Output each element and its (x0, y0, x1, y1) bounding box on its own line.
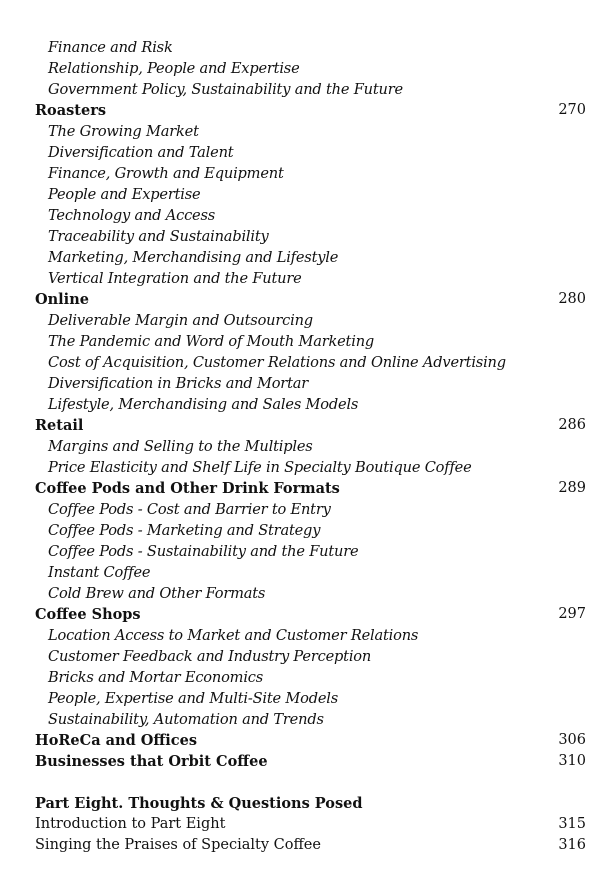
toc-subentry-title: Instant Coffee (48, 564, 151, 581)
toc-chapter-entry (35, 478, 586, 499)
toc-subentry-title: Vertical Integration and the Future (48, 270, 302, 287)
toc-subentry (35, 583, 586, 604)
toc-subentry-title: Coffee Pods - Cost and Barrier to Entry (48, 501, 331, 518)
toc-subentry-title: The Growing Market (48, 123, 199, 140)
toc-entry (35, 814, 586, 835)
toc-entry-title: Retail (35, 417, 84, 434)
toc-subentry-title: Marketing, Merchandising and Lifestyle (48, 249, 339, 266)
toc-subentry (35, 142, 586, 163)
toc-subentry (35, 163, 586, 184)
toc-subentry (35, 436, 586, 457)
toc-subentry-title: Deliverable Margin and Outsourcing (48, 312, 313, 329)
toc-subentry-title: Customer Feedback and Industry Perception (48, 648, 372, 665)
toc-subentry-title: Diversification in Bricks and Mortar (48, 375, 309, 392)
toc-entry-title: Online (35, 291, 89, 308)
toc-page-number: 297 (558, 606, 586, 622)
toc-subentry (35, 226, 586, 247)
toc-entry-title: Coffee Shops (35, 606, 141, 623)
toc-subentry (35, 373, 586, 394)
toc-subentry (35, 667, 586, 688)
toc-subentry (35, 331, 586, 352)
toc-subentry (35, 457, 586, 478)
toc-subentry-title: Diversification and Talent (48, 144, 234, 161)
toc-page-number: 270 (558, 102, 586, 118)
toc-subentry-title: Traceability and Sustainability (48, 228, 269, 245)
toc-page-number: 280 (558, 291, 586, 307)
toc-part-title: Part Eight. Thoughts & Questions Posed (35, 795, 363, 812)
toc-entry-title: HoReCa and Offices (35, 732, 198, 749)
toc-chapter-entry (35, 100, 586, 121)
toc-subentry-title: Coffee Pods - Marketing and Strategy (48, 522, 321, 539)
toc-subentry-title: Location Access to Market and Customer Relations (48, 627, 419, 644)
toc-subentry (35, 520, 586, 541)
toc-page-number: 289 (558, 480, 586, 496)
toc-subentry-title: Cost of Acquisition, Customer Relations and Online Advertising (48, 354, 506, 371)
toc-subentry (35, 625, 586, 646)
toc-entry (35, 835, 586, 856)
section-spacer (35, 772, 586, 793)
toc-chapter-entry (35, 751, 586, 772)
toc-subentry-title: People and Expertise (48, 186, 201, 203)
toc-subentry-title: Technology and Access (48, 207, 216, 224)
toc-subentry (35, 184, 586, 205)
toc-subentry-title: Sustainability, Automation and Trends (48, 711, 324, 728)
toc-page-number: 316 (558, 837, 586, 853)
toc-subentry (35, 646, 586, 667)
toc-entry-title: Businesses that Orbit Coffee (35, 753, 268, 770)
toc-subentry-title: Bricks and Mortar Economics (48, 669, 264, 686)
table-of-contents (35, 37, 586, 856)
toc-entry-title: Introduction to Part Eight (35, 816, 226, 832)
toc-page-number: 310 (558, 753, 586, 769)
toc-subentry (35, 58, 586, 79)
toc-page-number: 315 (558, 816, 586, 832)
toc-subentry-title: Coffee Pods - Sustainability and the Future (48, 543, 359, 560)
toc-subentry-title: Price Elasticity and Shelf Life in Specialty Boutique Coffee (48, 459, 472, 476)
toc-subentry-title: Government Policy, Sustainability and the Future (48, 81, 403, 98)
toc-subentry (35, 37, 586, 58)
toc-subentry (35, 709, 586, 730)
toc-chapter-entry (35, 289, 586, 310)
toc-subentry (35, 562, 586, 583)
toc-entry-title: Roasters (35, 102, 107, 119)
toc-subentry (35, 541, 586, 562)
toc-subentry-title: Margins and Selling to the Multiples (48, 438, 313, 455)
toc-subentry (35, 121, 586, 142)
toc-subentry-title: Finance, Growth and Equipment (48, 165, 284, 182)
toc-subentry-title: The Pandemic and Word of Mouth Marketing (48, 333, 375, 350)
toc-subentry-title: People, Expertise and Multi-Site Models (48, 690, 339, 707)
toc-page-number: 306 (558, 732, 586, 748)
toc-entry-title: Coffee Pods and Other Drink Formats (35, 480, 340, 497)
toc-subentry (35, 310, 586, 331)
toc-subentry-title: Finance and Risk (48, 39, 173, 56)
toc-subentry (35, 205, 586, 226)
toc-subentry (35, 688, 586, 709)
toc-subentry (35, 247, 586, 268)
toc-subentry (35, 394, 586, 415)
toc-chapter-entry (35, 415, 586, 436)
toc-page-number: 286 (558, 417, 586, 433)
toc-chapter-entry (35, 604, 586, 625)
toc-subentry-title: Cold Brew and Other Formats (48, 585, 266, 602)
toc-subentry (35, 268, 586, 289)
toc-chapter-entry (35, 730, 586, 751)
toc-subentry (35, 79, 586, 100)
toc-subentry-title: Relationship, People and Expertise (48, 60, 300, 77)
toc-subentry (35, 352, 586, 373)
toc-subentry-title: Lifestyle, Merchandising and Sales Models (48, 396, 359, 413)
toc-entry-title: Singing the Praises of Specialty Coffee (35, 837, 321, 853)
toc-subentry (35, 499, 586, 520)
